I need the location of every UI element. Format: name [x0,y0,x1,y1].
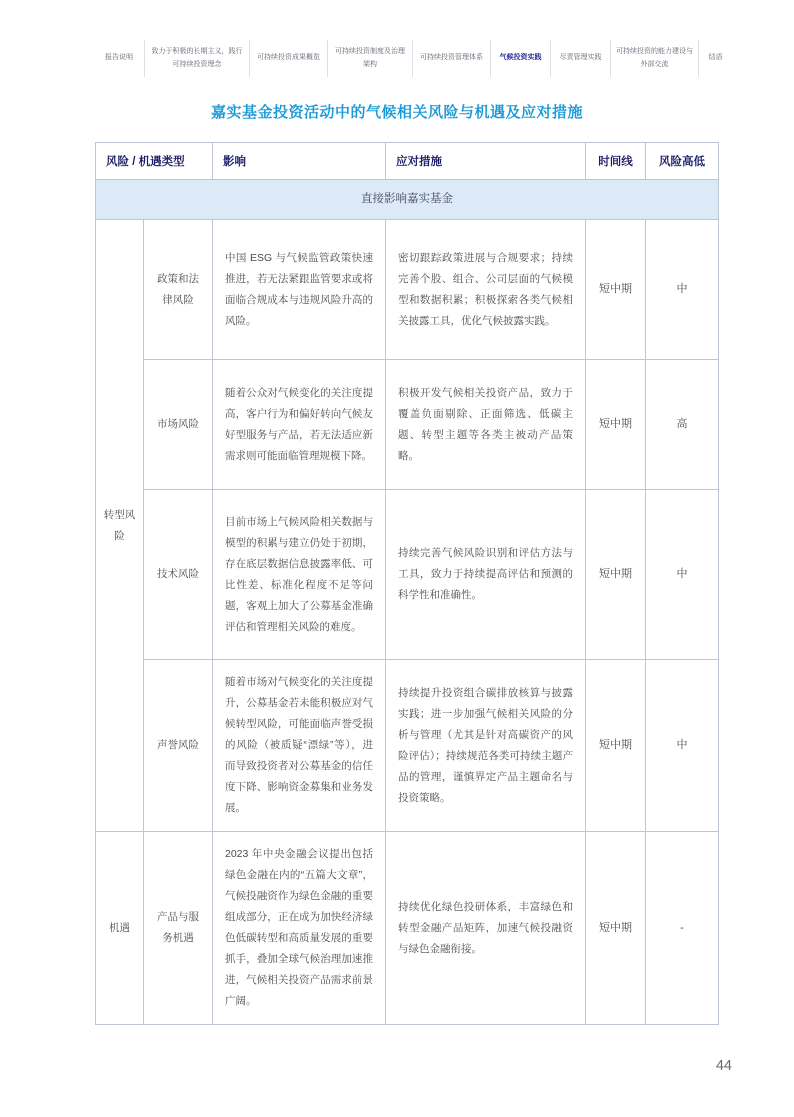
nav-tab-label: 可持续投资管理体系 [420,54,483,62]
measures-cell: 持续优化绿色投研体系，丰富绿色和转型金融产品矩阵，加速气候投融资与绿色金融衔接。 [386,832,586,1025]
impact-cell: 中国 ESG 与气候监管政策快速推进，若无法紧跟监管要求或将面临合规成本与违规风险升高的风险。 [213,220,386,360]
col-header-timeline: 时间线 [586,143,646,180]
nav-tab-label: 可持续投资成果概览 [257,54,320,62]
risk-level-cell: 高 [646,360,719,490]
nav-tab-label: 可持续投资的能力建设与外部交流 [616,48,693,68]
type-cell: 技术风险 [144,490,213,660]
nav-tab-governance-framework[interactable] [327,40,412,77]
impact-cell: 2023 年中央金融会议提出包括绿色金融在内的“五篇大文章”，气候投融资作为绿色金融的重要组成部分，正在成为加快经济绿色低碳转型和高质量发展的重要抓手，叠加全球气候治理加速推进，气候相关投资产品需求前景广阔。 [213,832,386,1025]
nav-tab-management-system[interactable] [412,40,490,77]
measures-cell: 积极开发气候相关投资产品，致力于覆盖负面剔除、正面筛选、低碳主题、转型主题等各类主被动产品策略。 [386,360,586,490]
nav-tab-stewardship[interactable] [550,40,610,77]
col-header-risk-type: 风险 / 机遇类型 [96,143,213,180]
table-row [96,360,719,490]
page-number: 44 [715,1058,732,1074]
type-cell: 政策和法律风险 [144,220,213,360]
type-cell: 市场风险 [144,360,213,490]
section-band-label: 直接影响嘉实基金 [96,180,719,220]
nav-tab-capacity-building[interactable] [610,40,698,77]
table-row [96,220,719,360]
risk-level-cell: 中 [646,490,719,660]
measures-cell: 持续提升投资组合碳排放核算与披露实践；进一步加强气候相关风险的分析与管理（尤其是针对高碳资产的风险评估）；持续规范各类可持续主题产品的管理，谨慎界定产品主题命名与投资策略。 [386,660,586,832]
nav-tab-results-overview[interactable] [249,40,327,77]
risk-level-cell: 中 [646,660,719,832]
risk-table-container [95,142,794,1025]
timeline-cell: 短中期 [586,832,646,1025]
timeline-cell: 短中期 [586,360,646,490]
timeline-cell: 短中期 [586,490,646,660]
nav-tab-long-termism[interactable] [144,40,249,77]
nav-tab-label: 尽责管理实践 [559,54,602,62]
nav-tab-label: 气候投资实践 [499,54,542,62]
impact-cell: 目前市场上气候风险相关数据与模型的积累与建立仍处于初期，存在底层数据信息披露率低、可比性差、标准化程度不足等问题，客观上加大了公募基金准确评估和管理相关风险的难度。 [213,490,386,660]
impact-cell: 随着市场对气候变化的关注度提升，公募基金若未能积极应对气候转型风险，可能面临声誉受损的风险（被质疑“漂绿”等），进而导致投资者对公募基金的信任度下降、影响资金募集和业务发展。 [213,660,386,832]
table-row [96,660,719,832]
nav-tab-label: 报告说明 [105,54,133,62]
measures-cell: 持续完善气候风险识别和评估方法与工具，致力于持续提高评估和预测的科学性和准确性。 [386,490,586,660]
col-header-risk-level: 风险高低 [646,143,719,180]
table-row [96,832,719,1025]
timeline-cell: 短中期 [586,220,646,360]
nav-tab-conclusion[interactable] [698,40,732,77]
impact-cell: 随着公众对气候变化的关注度提高，客户行为和偏好转向气候友好型服务与产品，若无法适应新需求则可能面临管理规模下降。 [213,360,386,490]
risk-opportunity-table [95,142,719,1025]
measures-cell: 密切跟踪政策进展与合规要求；持续完善个股、组合、公司层面的气候模型和数据积累；积极探索各类气候相关披露工具，优化气候披露实践。 [386,220,586,360]
nav-tab-label: 致力于积极的长期主义，践行可持续投资理念 [151,48,243,68]
type-cell: 产品与服务机遇 [144,832,213,1025]
col-header-measures: 应对措施 [386,143,586,180]
risk-level-cell: 中 [646,220,719,360]
page-title: 嘉实基金投资活动中的气候相关风险与机遇及应对措施 [210,104,583,122]
risk-level-cell: - [646,832,719,1025]
type-cell: 声誉风险 [144,660,213,832]
nav-tab-label: 可持续投资制度及治理架构 [335,48,405,68]
table-header-row [96,143,719,180]
top-navigation [94,40,794,77]
col-header-impact: 影响 [213,143,386,180]
table-row [96,490,719,660]
group-cell-transition-risk: 转型风险 [96,220,144,832]
nav-tab-climate-investment[interactable] [490,40,550,77]
timeline-cell: 短中期 [586,660,646,832]
nav-tab-report-intro[interactable] [94,40,144,77]
section-band-row [96,180,719,220]
group-cell-opportunity: 机遇 [96,832,144,1025]
nav-tab-label: 结语 [708,54,723,62]
